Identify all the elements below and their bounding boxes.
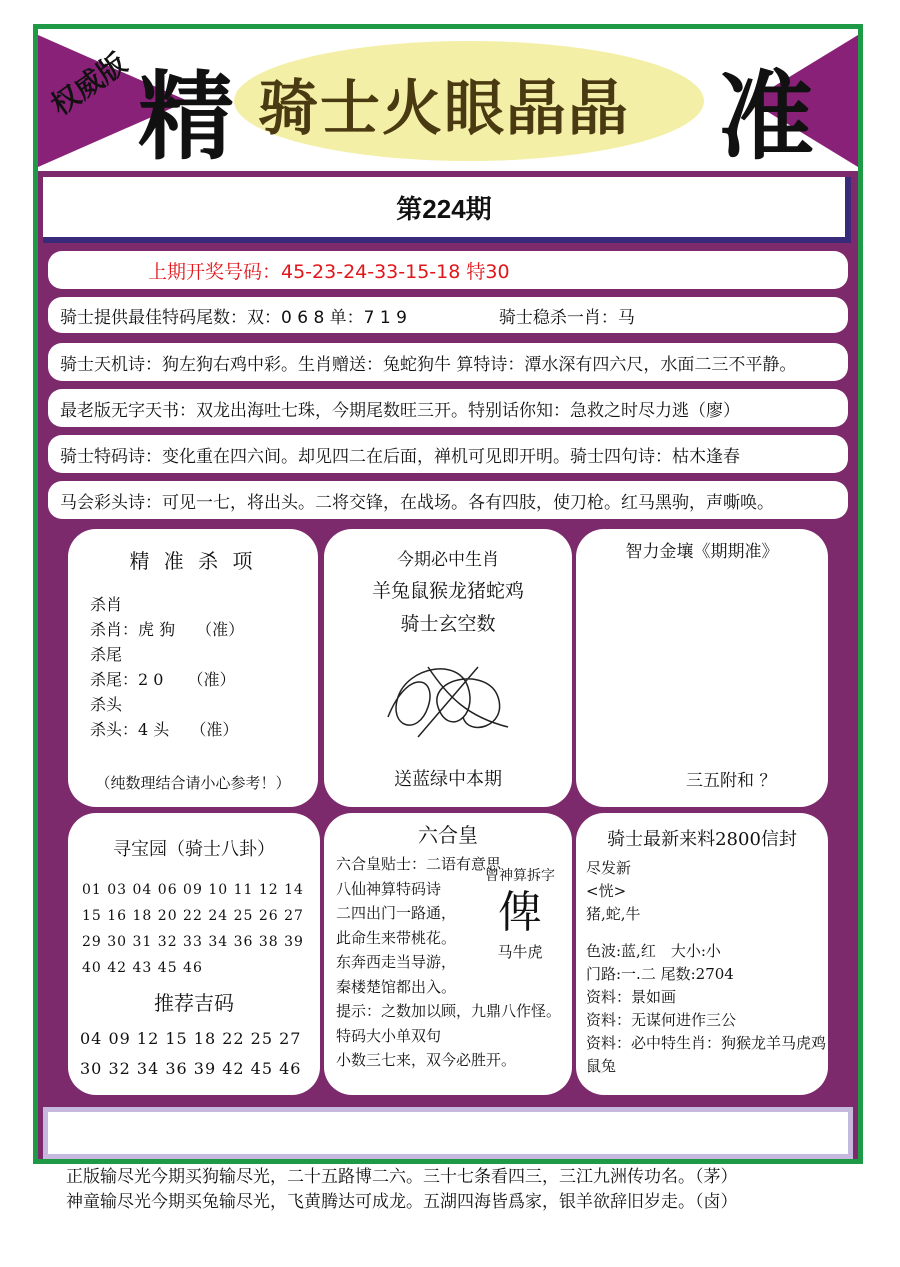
liuhe-line-2: 八仙神算特码诗: [336, 879, 442, 898]
poem-text-3: 骑士特码诗：变化重在四六间。却见四二在后面，禅机可见即开明。骑士四句诗：枯木逢春: [60, 446, 740, 467]
header-banner: [38, 29, 858, 171]
treasure-row-2: 15 16 18 20 22 24 25 26 27: [82, 908, 304, 924]
poem-text-2: 最老版无字天书：双龙出海吐七珠，今期尾数旺三开。特别话你知：急救之时尽力逃（廖）: [60, 400, 740, 421]
split-char-panel: [474, 865, 566, 962]
kill-line-6: 杀头：4 头 （准）: [90, 720, 239, 739]
liuhe-line-4: 此命生来带桃花。: [336, 928, 457, 947]
liuhe-line-3: 二四出门一路通，: [336, 904, 457, 922]
poem-row-1: [48, 343, 848, 381]
split-char: 俾: [498, 887, 542, 938]
split-char-title: 曾神算拆字: [485, 868, 555, 884]
recommend-row-2: 30 32 34 36 39 42 45 46: [80, 1059, 302, 1078]
letter-lines: [586, 857, 828, 1078]
liuhe-box: [324, 813, 572, 1095]
letter-line-3: 猪,蛇,牛: [586, 905, 641, 923]
kill-box-title: 精 准 杀 项: [129, 549, 257, 573]
left-big-char: 精: [138, 61, 234, 171]
letter-line-8: 资料：无谋何进作三公: [586, 1011, 737, 1029]
last-draw-bar: [48, 251, 848, 289]
letter-line-2: <恍>: [586, 882, 627, 900]
kill-box-list: [90, 592, 318, 742]
signature-scribble: [368, 647, 528, 747]
zodiac-box-title: 今期必中生肖: [397, 550, 499, 570]
letter-line-7: 资料：景如画: [586, 988, 677, 1006]
kill-box: [68, 529, 318, 807]
right-big-char: 准: [718, 61, 814, 171]
gold-box: [576, 529, 828, 807]
letter-box-title: 骑士最新来料2800信封: [607, 829, 797, 850]
kill-line-3: 杀尾: [90, 645, 123, 664]
page-frame: [33, 24, 863, 1164]
letter-line-1: 尽发新: [586, 859, 632, 877]
treasure-box-title: 寻宝园（骑士八卦）: [113, 839, 275, 860]
letter-line-5: 色波:蓝,红 大小:小: [586, 942, 721, 960]
treasure-row-3: 29 30 31 32 33 34 36 38 39: [82, 934, 304, 950]
footer-bar: [43, 1107, 853, 1159]
tail-numbers: 骑士提供最佳特码尾数：双：0 6 8 单：7 1 9: [60, 307, 407, 328]
kill-line-1: 杀肖: [90, 595, 123, 614]
liuhe-line-5: 东奔西走当导游，: [336, 953, 457, 971]
recommend-title: 推荐吉码: [154, 991, 234, 1015]
liuhe-line-9: 小数三七来，双今必胜开。: [336, 1051, 517, 1069]
kill-box-note: （纯数理结合请小心参考！）: [95, 774, 291, 792]
liuhe-line-8: 特码大小单双句: [336, 1026, 442, 1045]
last-draw-text: 上期开奖号码：45-23-24-33-15-18 特30: [148, 260, 510, 283]
poem-row-2: [48, 389, 848, 427]
split-char-answer: 马牛虎: [497, 943, 543, 961]
treasure-box: [68, 813, 320, 1095]
poem-text-1: 骑士天机诗：狗左狗右鸡中彩。生肖赠送：兔蛇狗牛 算特诗：潭水深有四六尺，水面二三不平静。: [60, 354, 797, 375]
kill-zodiac: 骑士稳杀一肖：马: [498, 307, 635, 328]
recommend-numbers: [80, 1024, 320, 1084]
page-title: 骑士火眼晶晶: [258, 74, 630, 144]
letter-box: [576, 813, 828, 1095]
liuhe-line-6: 秦楼楚馆都出入。: [336, 977, 457, 996]
treasure-numbers: [82, 877, 320, 981]
poem-text-4: 马会彩头诗：可见一七，将出头。二将交锋，在战场。各有四肢，使刀枪。红马黑驹，声嘶唤。: [60, 492, 774, 513]
poem-row-3: [48, 435, 848, 473]
poem-row-4: [48, 481, 848, 519]
treasure-row-4: 40 42 43 45 46: [82, 960, 203, 976]
letter-line-6: 门路:一.二 尾数:2704: [586, 965, 734, 983]
kill-line-5: 杀头: [90, 695, 123, 714]
bottom-line-1: 正版输尽光今期买狗输尽光，二十五路博二六。三十七条看四三，三江九洲传功名。（茅）: [66, 1167, 738, 1187]
zodiac-list: 羊兔鼠猴龙猪蛇鸡: [371, 580, 524, 602]
recommend-row-1: 04 09 12 15 18 22 25 27: [80, 1029, 302, 1048]
kill-line-4: 杀尾：2 0 （准）: [90, 670, 236, 689]
zodiac-box: [324, 529, 572, 807]
zodiac-box-subtitle: 骑士玄空数: [400, 613, 496, 635]
bottom-line-2: 神童输尽光今期买兔输尽光，飞黄腾达可成龙。五湖四海皆爲家，银羊欲辞旧岁走。（卤）: [66, 1192, 738, 1212]
authority-label: 权威版: [44, 46, 133, 122]
letter-line-9: 资料：必中特生肖：狗猴龙羊马虎鸡鼠兔: [586, 1034, 827, 1075]
tail-row: [48, 297, 848, 333]
gold-box-title: 智力金壤《期期准》: [625, 542, 779, 562]
bottom-poems: [66, 1165, 738, 1215]
kill-line-2: 杀肖：虎 狗 （准）: [90, 620, 245, 639]
liuhe-line-7: 提示：之数加以顾，九鼎八作怪。: [336, 1002, 562, 1020]
liuhe-line-1: 六合皇贴士：二语有意思: [336, 855, 502, 873]
liuhe-box-title: 六合皇: [418, 823, 478, 847]
zodiac-box-footer: 送蓝绿中本期: [394, 769, 502, 790]
gold-box-footer: 三五附和 ？: [686, 771, 777, 791]
treasure-row-1: 01 03 04 06 09 10 11 12 14: [82, 882, 304, 898]
letter-spacer: [586, 926, 828, 940]
issue-number: 第224期: [43, 177, 851, 243]
